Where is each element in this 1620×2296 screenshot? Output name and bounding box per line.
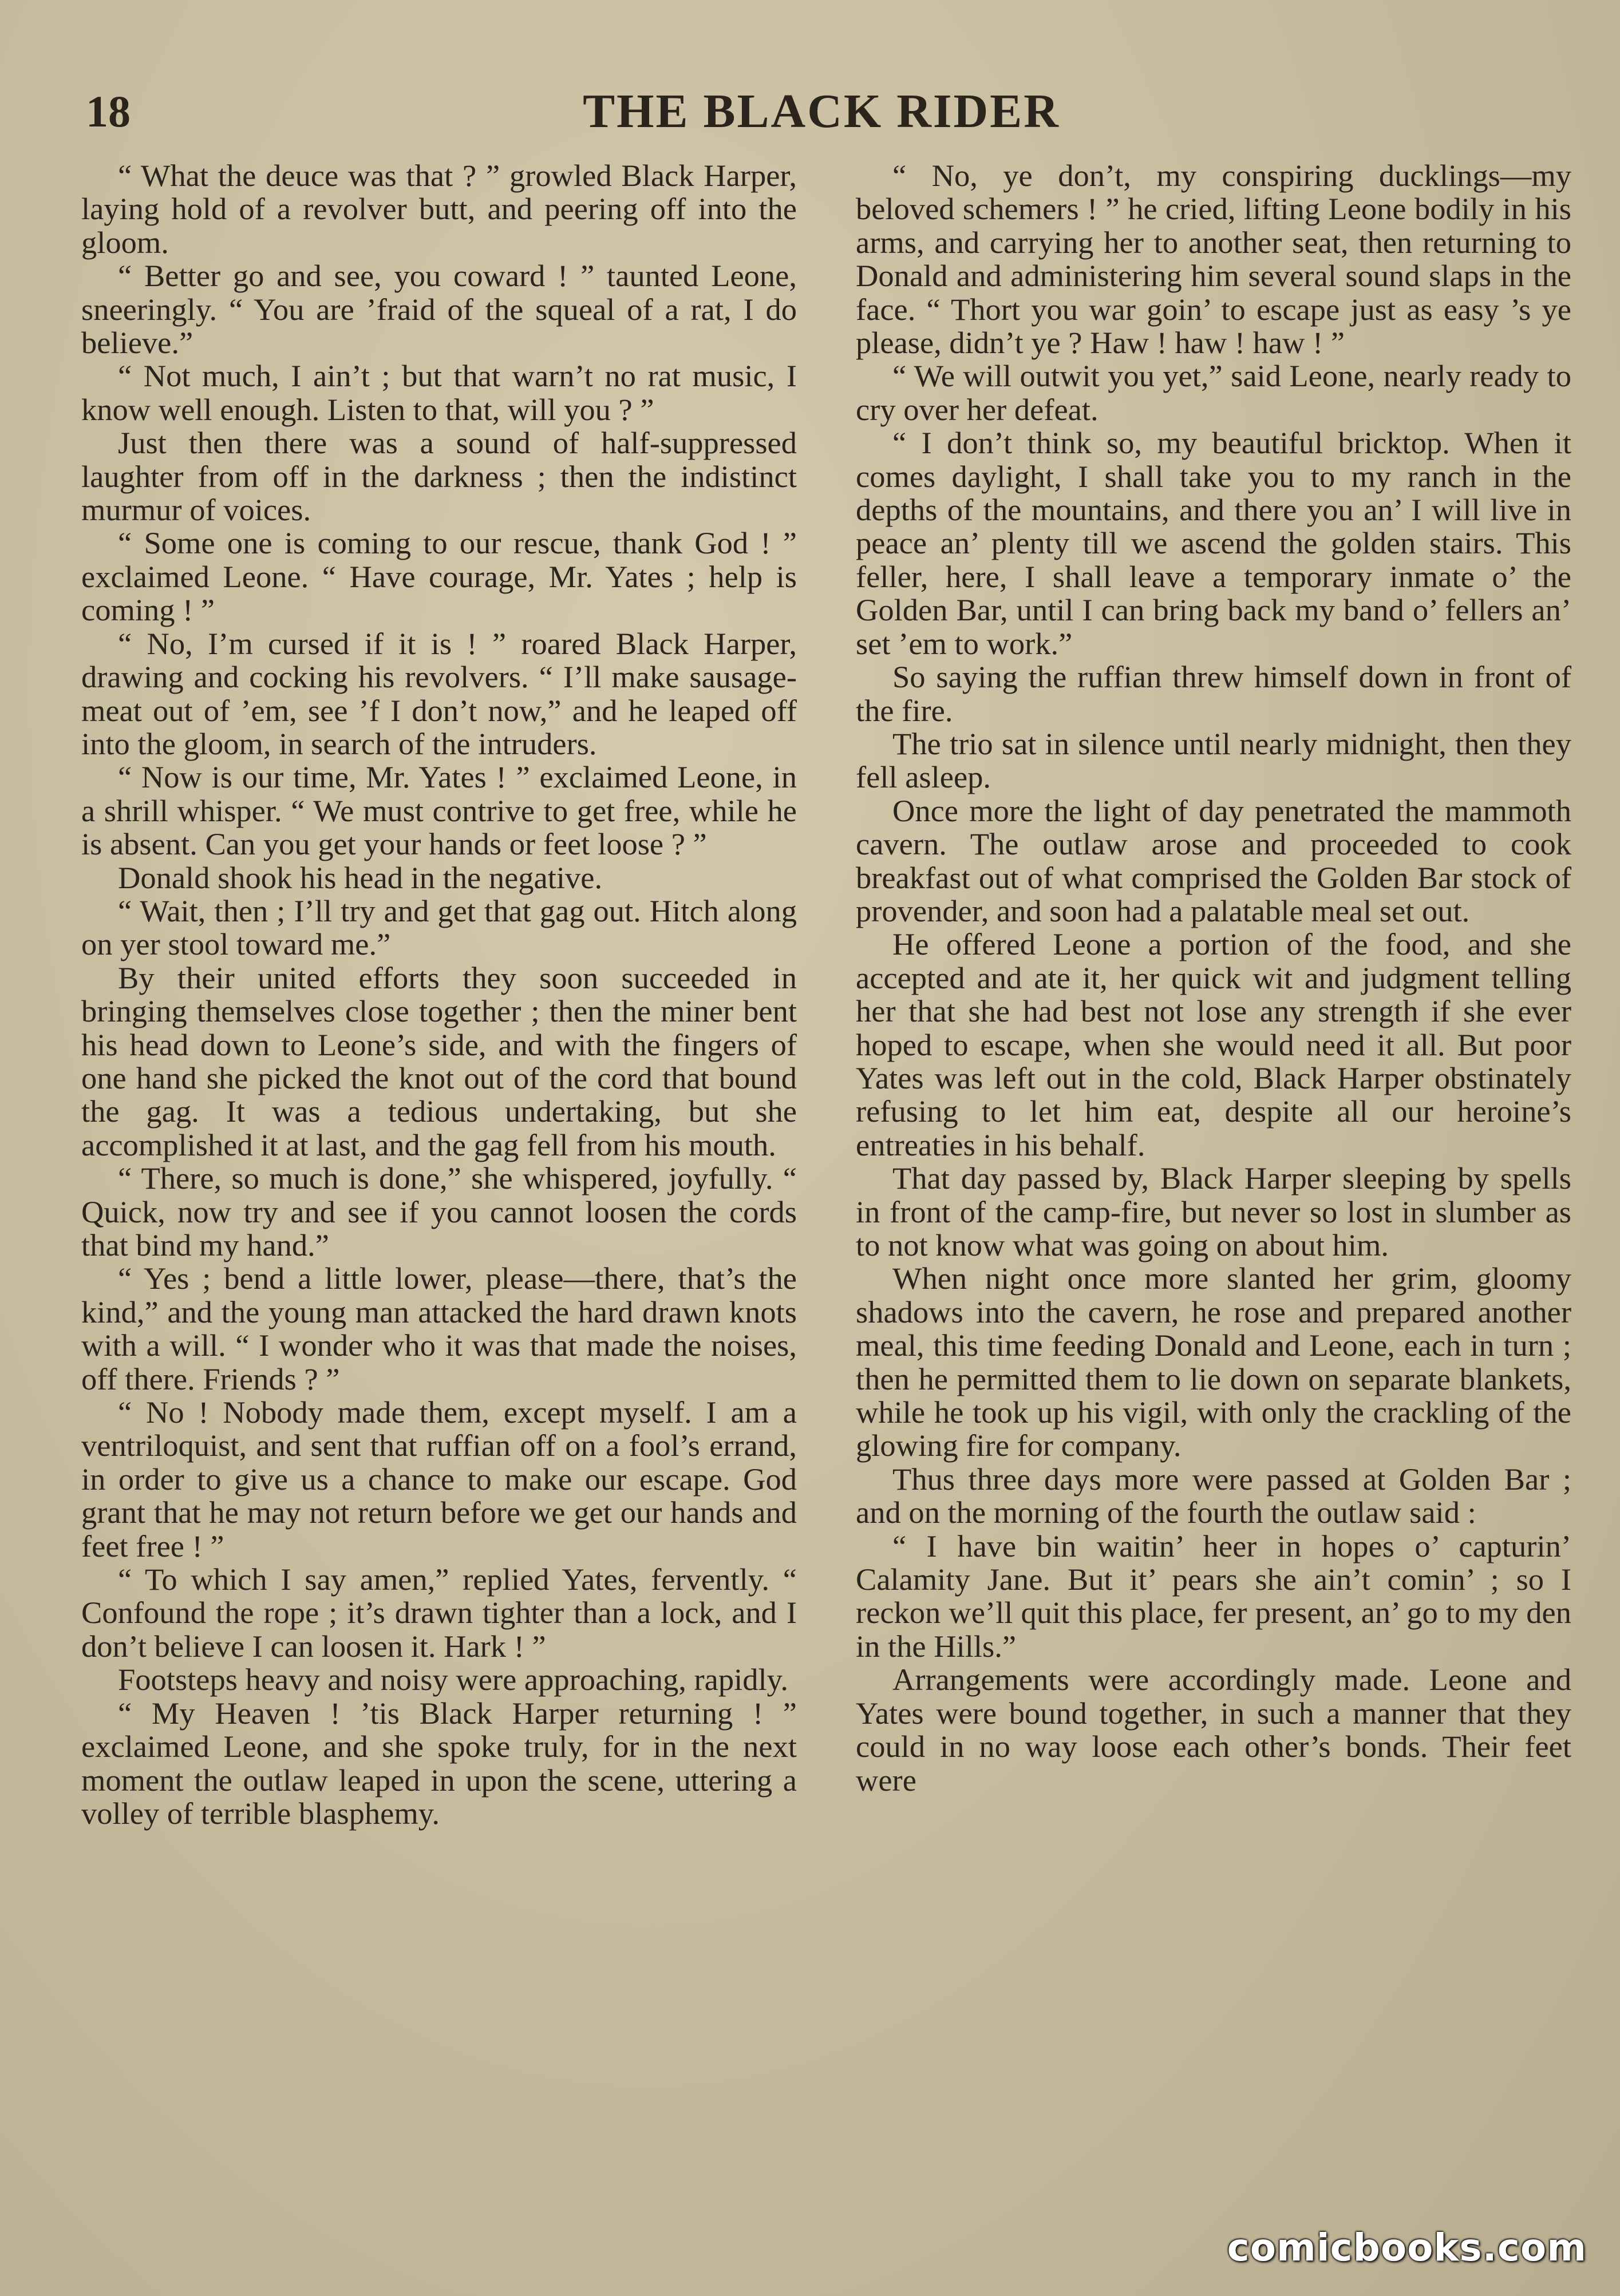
paragraph: The trio sat in silence until nearly midnight, then they fell asleep.	[856, 726, 1571, 795]
paragraph: “ I have bin waitin’ heer in hopes o’ capturin’ Calamity Jane. But it’ pears she ain’t comin’ ; so I reckon we’ll quit this place, fer present, an’ go to my den in the Hills.”	[856, 1528, 1571, 1664]
page-number: 18	[86, 86, 131, 136]
paragraph: “ Yes ; bend a little lower, please—there, that’s the kind,” and the young man attacked the hard drawn knots with a will. “ I wonder who it was that made the noises, off there. Friends ? ”	[81, 1261, 797, 1396]
paragraph: “ We will outwit you yet,” said Leone, nearly ready to cry over her defeat.	[856, 358, 1571, 427]
paragraph: Once more the light of day penetrated the mammoth cavern. The outlaw arose and proceeded to cook breakfast out of what comprised the Golden Bar stock of provender, and soon had a palatable meal set out.	[856, 793, 1571, 928]
paragraph: “ No, I’m cursed if it is ! ” roared Black Harper, drawing and cocking his revolvers. “ I’ll make sausage-meat out of ’em, see ’f I don’t now,” and he leaped off into the gloom, in search of the intruders.	[81, 626, 797, 761]
paragraph: “ To which I say amen,” replied Yates, fervently. “ Confound the rope ; it’s drawn tighter than a lock, and I don’t believe I can loosen it. Hark ! ”	[81, 1562, 797, 1664]
paragraph: That day passed by, Black Harper sleeping by spells in front of the camp-fire, but never so lost in slumber as to not know what was going on about him.	[856, 1161, 1571, 1262]
paragraph: “ Better go and see, you coward ! ” taunted Leone, sneeringly. “ You are ’fraid of the squeal of a rat, I do believe.”	[81, 258, 797, 361]
page-header	[86, 80, 1557, 143]
paragraph: By their united efforts they soon succeeded in bringing themselves close together ; then the miner bent his head down to Leone’s side, and with the fingers of one hand she picked the knot out of the cord that bound the gag. It was a tedious undertaking, but she accomplished it at last, and the gag fell from his mouth.	[81, 960, 797, 1162]
paragraph: Donald shook his head in the negative.	[118, 860, 603, 895]
paragraph: When night once more slanted her grim, gloomy shadows into the cavern, he rose and prepared another meal, this time feeding Donald and Leone, each in turn ; then he permitted them to lie down on separate blankets, while he took up his vigil, with only the crackling of the glowing fire for company.	[856, 1261, 1571, 1463]
paragraph: “ My Heaven ! ’tis Black Harper returning ! ” exclaimed Leone, and she spoke truly, for in the next moment the outlaw leaped in upon the scene, uttering a volley of terrible blasphemy.	[81, 1695, 797, 1831]
running-title: THE BLACK RIDER	[583, 85, 1060, 138]
paragraph: So saying the ruffian threw himself down in front of the fire.	[856, 659, 1571, 728]
paragraph: Just then there was a sound of half-suppressed laughter from off in the darkness ; then the indistinct murmur of voices.	[81, 425, 797, 528]
paragraph: “ Wait, then ; I’ll try and get that gag out. Hitch along on yer stool toward me.”	[81, 893, 797, 962]
paragraph: “ What the deuce was that ? ” growled Black Harper, laying hold of a revolver butt, and peering off into the gloom.	[81, 158, 797, 260]
left-column	[81, 159, 797, 1830]
right-column	[856, 159, 1571, 1797]
paragraph: “ No ! Nobody made them, except myself. I am a ventriloquist, and sent that ruffian off on a fool’s errand, in order to give us a chance to make our escape. God grant that he may not return before we get our hands and feet free ! ”	[81, 1395, 797, 1563]
paragraph: He offered Leone a portion of the food, and she accepted and ate it, her quick wit and judgment telling her that she had best not lose any strength if she ever hoped to escape, when she would need it all. But poor Yates was left out in the cold, Black Harper obstinately refusing to let him eat, despite all our heroine’s entreaties in his behalf.	[856, 927, 1571, 1162]
paragraph: “ I don’t think so, my beautiful bricktop. When it comes daylight, I shall take you to my ranch in the depths of the mountains, and there you an’ I will live in peace an’ plenty till we ascend the golden stairs. This feller, here, I shall leave a temporary inmate o’ the Golden Bar, until I can bring back my band o’ fellers an’ set ’em to work.”	[856, 425, 1571, 661]
paragraph: “ Now is our time, Mr. Yates ! ” exclaimed Leone, in a shrill whisper. “ We must contrive to get free, while he is absent. Can you get your hands or feet loose ? ”	[81, 759, 797, 862]
watermark: comicbooks.com	[1227, 2226, 1587, 2270]
paragraph: Thus three days more were passed at Golden Bar ; and on the morning of the fourth the outlaw said :	[856, 1461, 1571, 1530]
paragraph: “ There, so much is done,” she whispered, joyfully. “ Quick, now try and see if you cannot loosen the cords that bind my hand.”	[81, 1161, 797, 1262]
paragraph: Footsteps heavy and noisy were approaching, rapidly.	[118, 1662, 788, 1697]
paragraph: Arrangements were accordingly made. Leone and Yates were bound together, in such a manner that they could in no way loose each other’s bonds. Their feet were	[856, 1662, 1571, 1798]
paragraph: “ Not much, I ain’t ; but that warn’t no rat music, I know well enough. Listen to that, will you ? ”	[81, 358, 797, 427]
paragraph: “ No, ye don’t, my conspiring ducklings—my beloved schemers ! ” he cried, lifting Leone bodily in his arms, and carrying her to another seat, then returning to Donald and administering him several sound slaps in the face. “ Thort you war goin’ to escape just as easy ’s ye please, didn’t ye ? Haw ! haw ! haw ! ”	[856, 158, 1571, 361]
paragraph: “ Some one is coming to our rescue, thank God ! ” exclaimed Leone. “ Have courage, Mr. Yates ; help is coming ! ”	[81, 525, 797, 628]
